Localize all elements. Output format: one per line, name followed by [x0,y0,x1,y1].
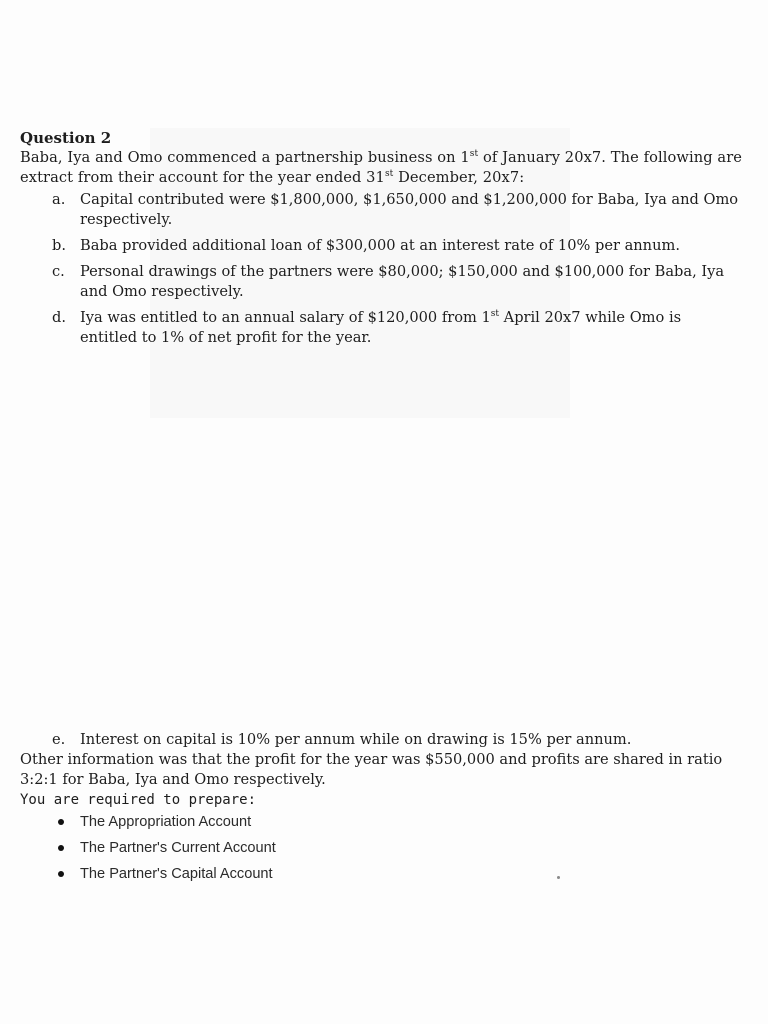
item-text: Interest on capital is 10% per annum while on drawing is 15% per annum. [80,731,632,748]
list-item [20,262,750,302]
required-heading: You are required to prepare: [20,792,257,808]
item-marker: a. [52,191,66,208]
item-marker: e. [52,731,66,748]
item-marker: d. [52,309,66,326]
item-text: Baba provided additional loan of $300,000 at an interest rate of 10% per annum. [80,237,680,254]
question-intro: Baba, Iya and Omo commenced a partnership business on 1st of January 20x7. The following are extract from their account for the year ended 31st December, 20x7: [20,149,743,186]
list-item [20,730,750,750]
item-text: Iya was entitled to an annual salary of $120,000 from 1st April 20x7 while Omo is entitled to 1% of net profit for the year. [80,309,682,346]
bullet-icon [58,819,64,825]
item-marker: b. [52,237,66,254]
bullet-icon [58,871,64,877]
other-information: Other information was that the profit for the year was $550,000 and profits are shared in ratio 3:2:1 for Baba, Iya and Omo respectively. [20,751,723,788]
question-title: Question 2 [20,129,112,147]
list-item [20,190,750,230]
item-marker: c. [52,263,65,280]
question-block [20,128,750,354]
question-items [20,190,750,348]
bullet-icon [58,845,64,851]
list-item [20,308,750,348]
continuation-block [20,730,750,890]
list-item [20,236,750,256]
item-text: Personal drawings of the partners were $80,000; $150,000 and $100,000 for Baba, Iya and Omo respectively. [80,263,725,300]
required-list [20,812,750,884]
required-item-text: The Appropriation Account [80,814,252,830]
item-text: Capital contributed were $1,800,000, $1,650,000 and $1,200,000 for Baba, Iya and Omo respectively. [80,191,739,228]
required-item [20,864,750,884]
required-item [20,838,750,858]
scan-speck [557,876,560,879]
required-item-text: The Partner's Current Account [80,840,276,856]
required-item [20,812,750,832]
required-item-text: The Partner's Capital Account [80,866,273,882]
